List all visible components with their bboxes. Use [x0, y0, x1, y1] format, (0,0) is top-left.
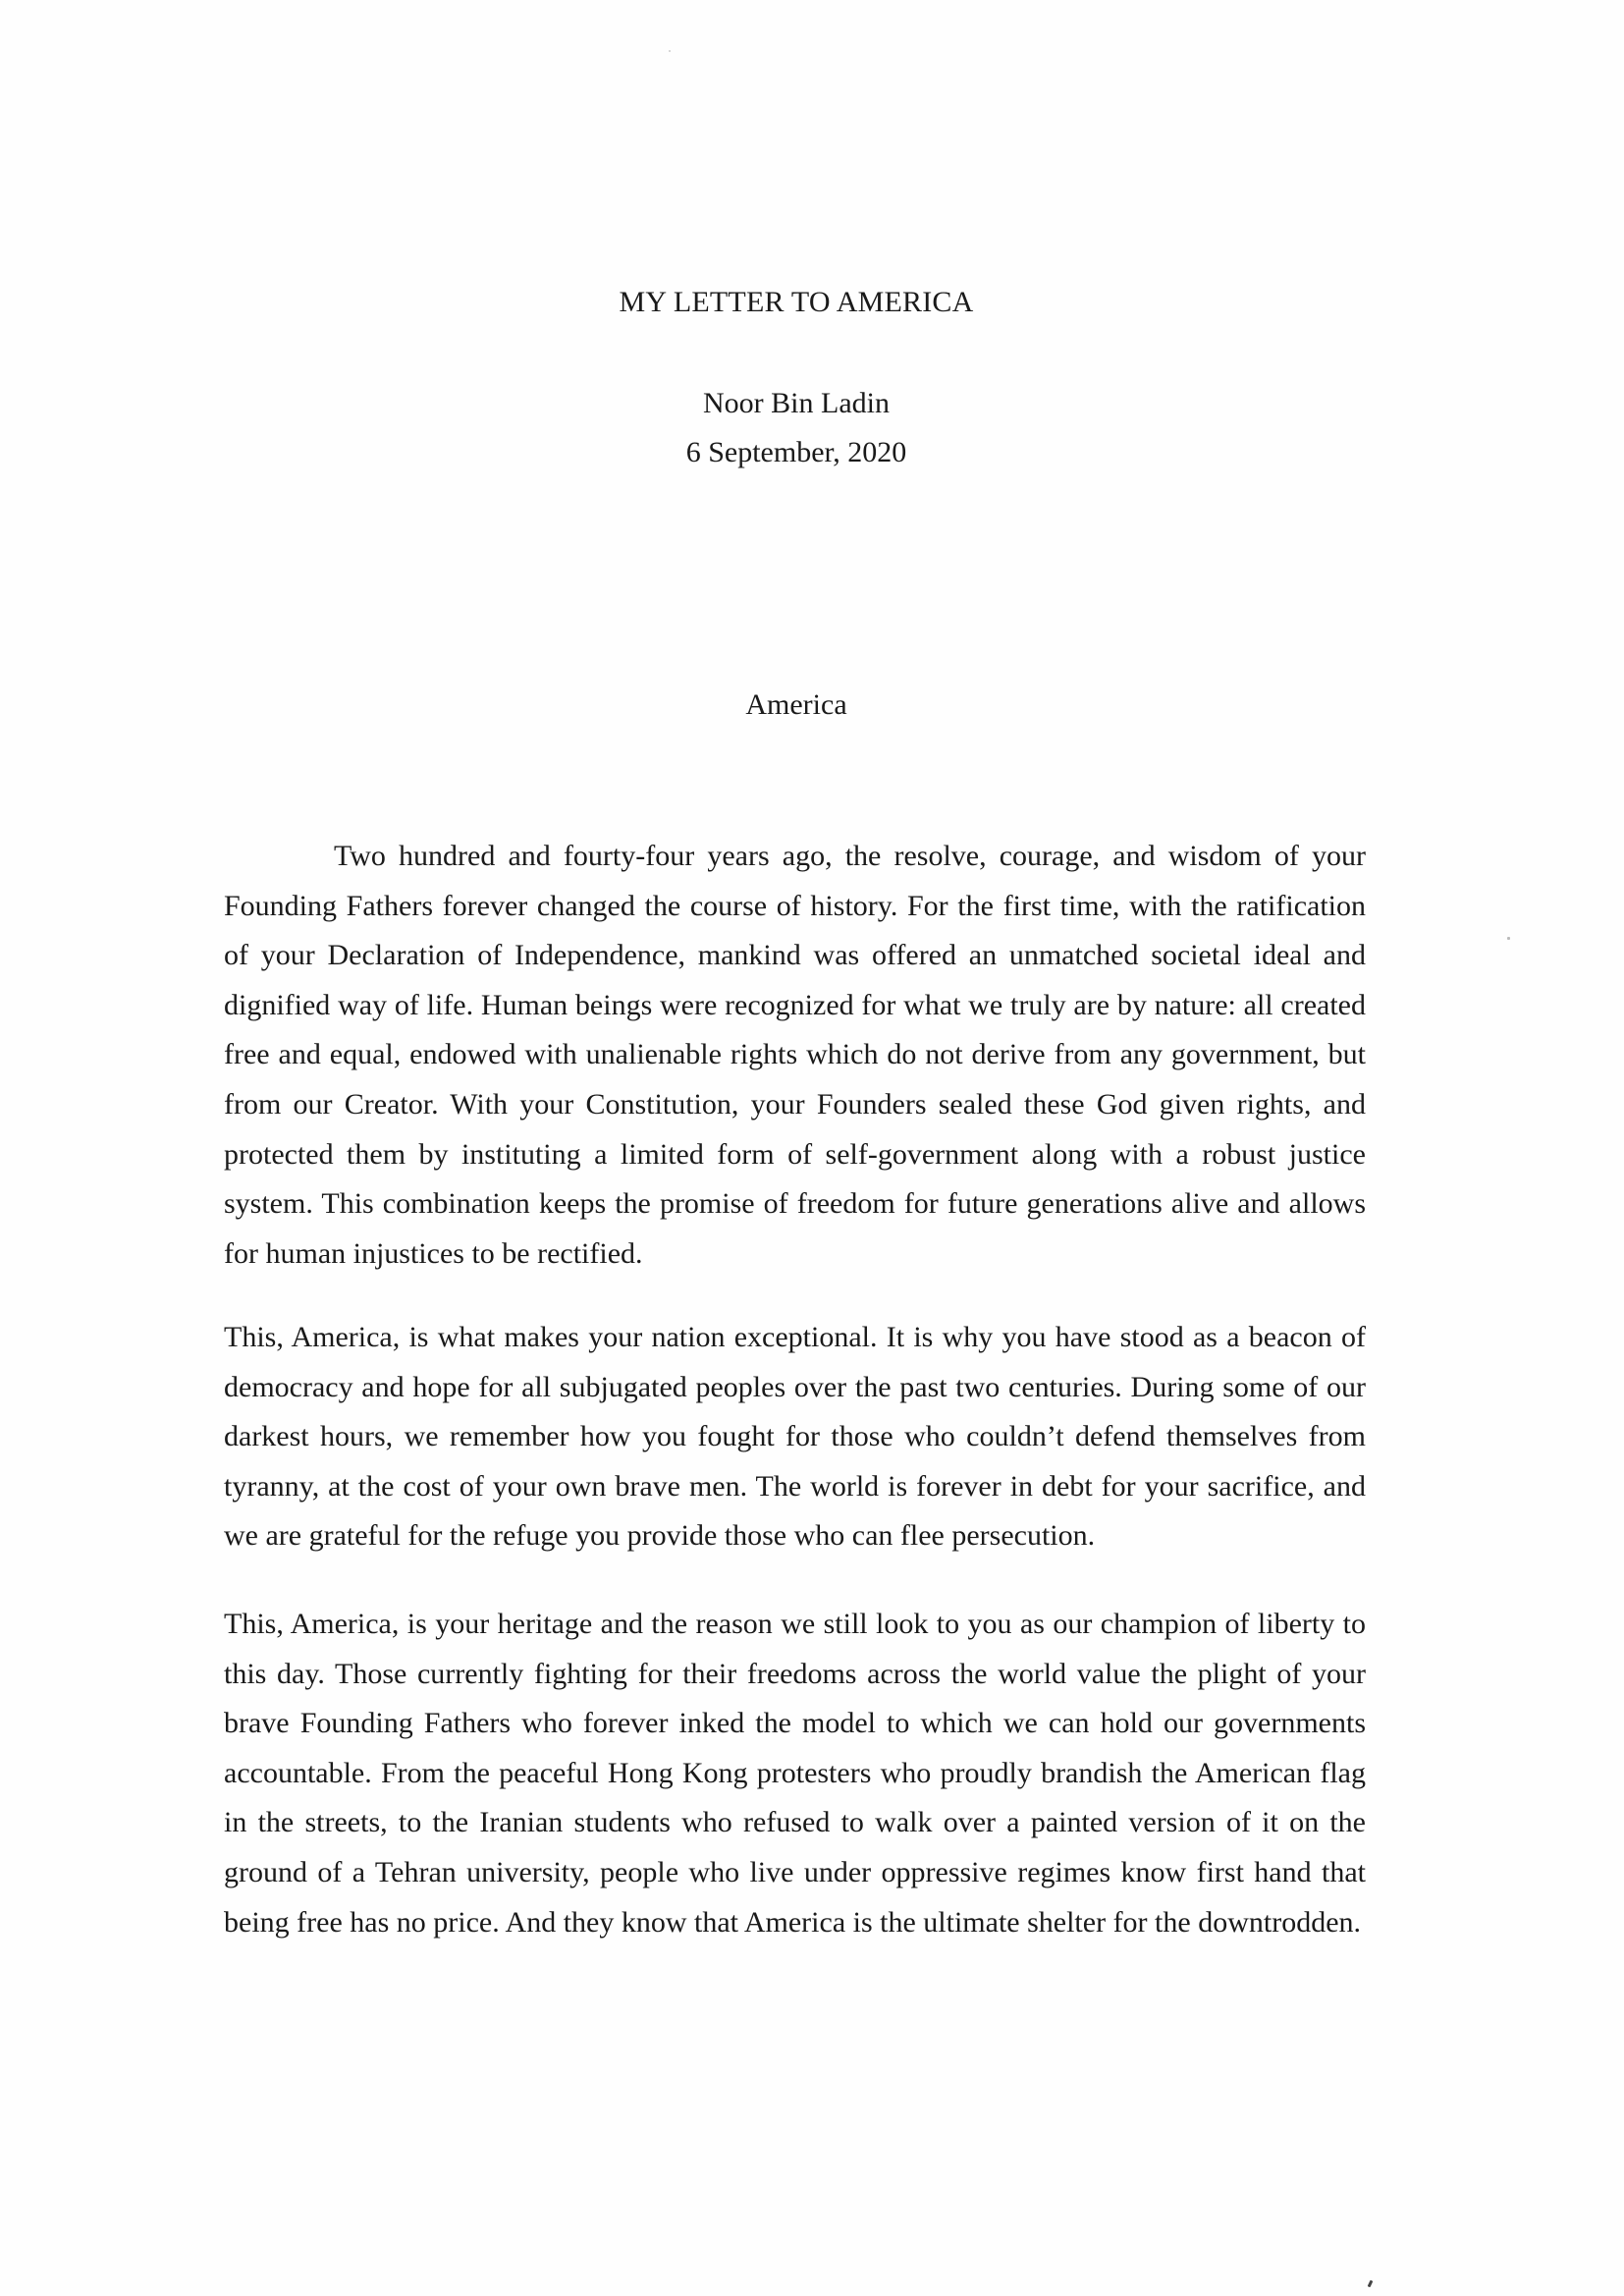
scan-speck [1368, 2280, 1374, 2288]
paragraph-1: Two hundred and fourty-four years ago, the resolve, courage, and wisdom of your Founding Fathers forever changed the course of history. For the first time, with the ratification of your Declaration of Independence, mankind was offered an unmatched societal ideal and dignified way of life. Human beings were recognized for what we truly are by nature: all created free and equal, endowed with unalienable rights which do not derive from any government, but from our Creator. With your Constitution, your Founders sealed these God given rights, and protected them by instituting a limited form of self-government along with a robust justice system. This combination keeps the promise of freedom for future generations alive and allows for human injustices to be rectified. [224, 840, 1366, 1270]
salutation: America [745, 688, 847, 721]
scan-speck [669, 50, 671, 52]
paragraph-2: This, America, is what makes your nation exceptional. It is why you have stood as a beacon of democracy and hope for all subjugated peoples over the past two centuries. During some of our darkest hours, we remember how you fought for those who couldn’t defend themselves from tyranny, at the cost of your own brave men. The world is forever in debt for your sacrifice, and we are grateful for the refuge you provide those who can flee persecution. [224, 1321, 1366, 1553]
author-name: Noor Bin Ladin [703, 387, 890, 419]
letter-title: MY LETTER TO AMERICA [619, 286, 974, 318]
letter-date: 6 September, 2020 [685, 436, 907, 468]
scan-speck [1507, 937, 1510, 940]
paragraph-3: This, America, is your heritage and the reason we still look to you as our champion of liberty to this day. Those currently fighting for their freedoms across the world value the plight of your brave Founding Fathers who forever inked the model to which we can hold our governments accountable. From the peaceful Hong Kong protesters who proudly brandish the American flag in the streets, to the Iranian students who refused to walk over a painted version of it on the ground of a Tehran university, people who live under oppressive regimes know first hand that being free has no price. And they know that America is the ultimate shelter for the downtrodden. [224, 1608, 1366, 1939]
